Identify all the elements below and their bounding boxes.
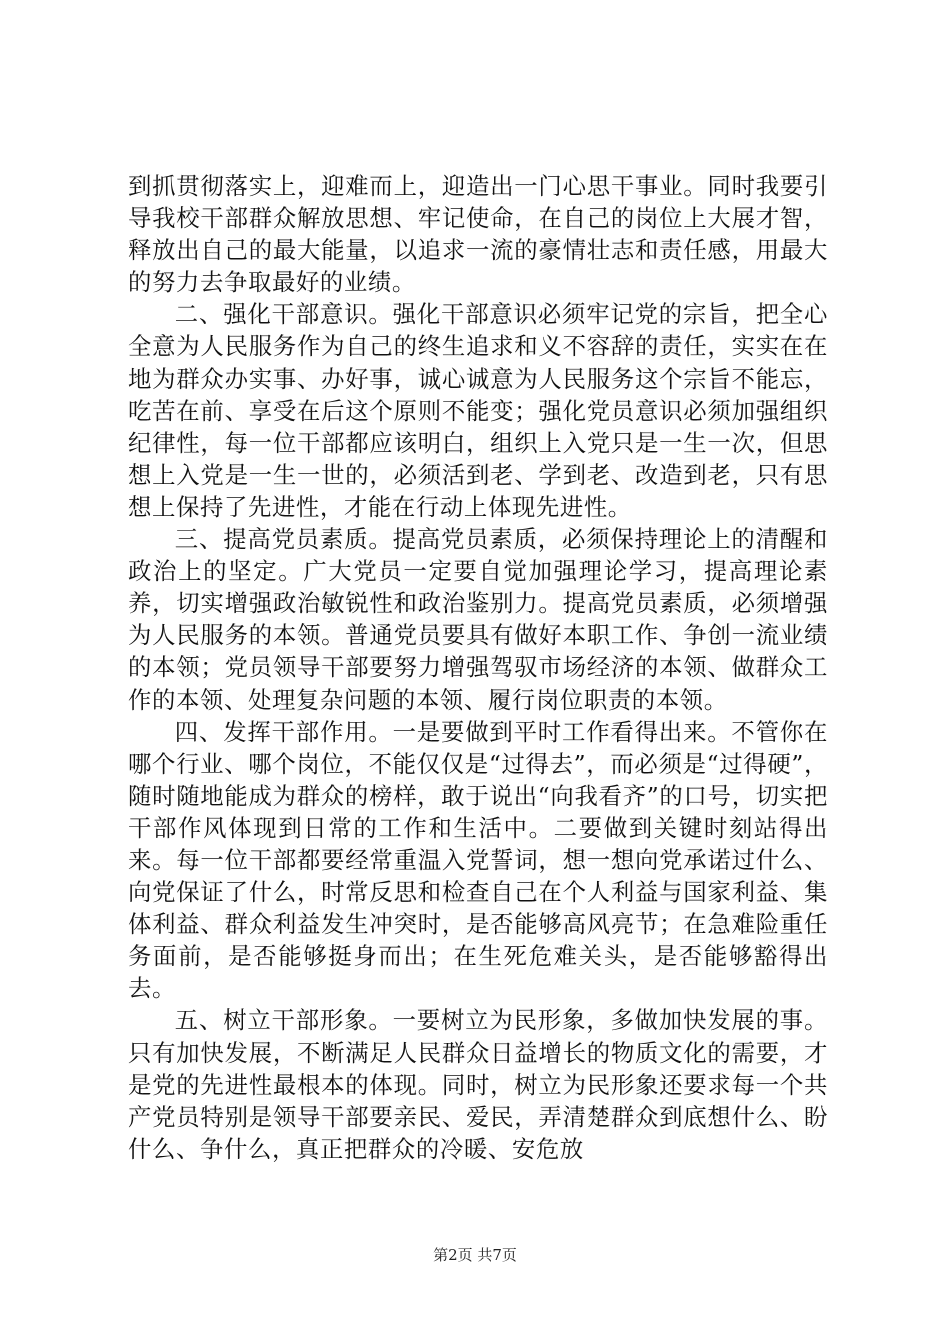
page-footer: 第2页 共7页 <box>433 1246 517 1264</box>
document-body <box>128 170 828 1165</box>
paragraph-section-4: 四、发挥干部作用。一是要做到平时工作看得出来。不管你在哪个行业、哪个岗位，不能仅仅是“过得去”，而必须是“过得硬”，随时随地能成为群众的榜样，敢于说出“向我看齐”的口号，切实把干部作风体现到日常的工作和生活中。二要做到关键时刻站得出来。每一位干部都要经常重温入党誓词，想一想向党承诺过什么、向党保证了什么，时常反思和检查自己在个人利益与国家利益、集体利益、群众利益发生冲突时，是否能够高风亮节；在急难险重任务面前，是否能够挺身而出；在生死危难关头，是否能够豁得出去。 <box>128 717 828 1003</box>
paragraph-section-3: 三、提高党员素质。提高党员素质，必须保持理论上的清醒和政治上的坚定。广大党员一定要自觉加强理论学习，提高理论素养，切实增强政治敏锐性和政治鉴别力。提高党员素质，必须增强为人民服务的本领。普通党员要具有做好本职工作、争创一流业绩的本领；党员领导干部要努力增强驾驭市场经济的本领、做群众工作的本领、处理复杂问题的本领、履行岗位职责的本领。 <box>128 525 828 714</box>
paragraph-section-2: 二、强化干部意识。强化干部意识必须牢记党的宗旨，把全心全意为人民服务作为自己的终生追求和义不容辞的责任，实实在在地为群众办实事、办好事，诚心诚意为人民服务这个宗旨不能忘，吃苦在前、享受在后这个原则不能变；强化党员意识必须加强组织纪律性，每一位干部都应该明白，组织上入党只是一生一次，但思想上入党是一生一世的，必须活到老、学到老、改造到老，只有思想上保持了先进性，才能在行动上体现先进性。 <box>128 300 828 521</box>
paragraph-continuation: 到抓贯彻落实上，迎难而上，迎造出一门心思干事业。同时我要引导我校干部群众解放思想、牢记使命，在自己的岗位上大展才智，释放出自己的最大能量，以追求一流的豪情壮志和责任感，用最大的努力去争取最好的业绩。 <box>128 172 828 297</box>
paragraph-section-5: 五、树立干部形象。一要树立为民形象，多做加快发展的事。只有加快发展，不断满足人民群众日益增长的物质文化的需要，才是党的先进性最根本的体现。同时，树立为民形象还要求每一个共产党员特别是领导干部要亲民、爱民，弄清楚群众到底想什么、盼什么、争什么，真正把群众的冷暖、安危放 <box>128 1006 828 1163</box>
